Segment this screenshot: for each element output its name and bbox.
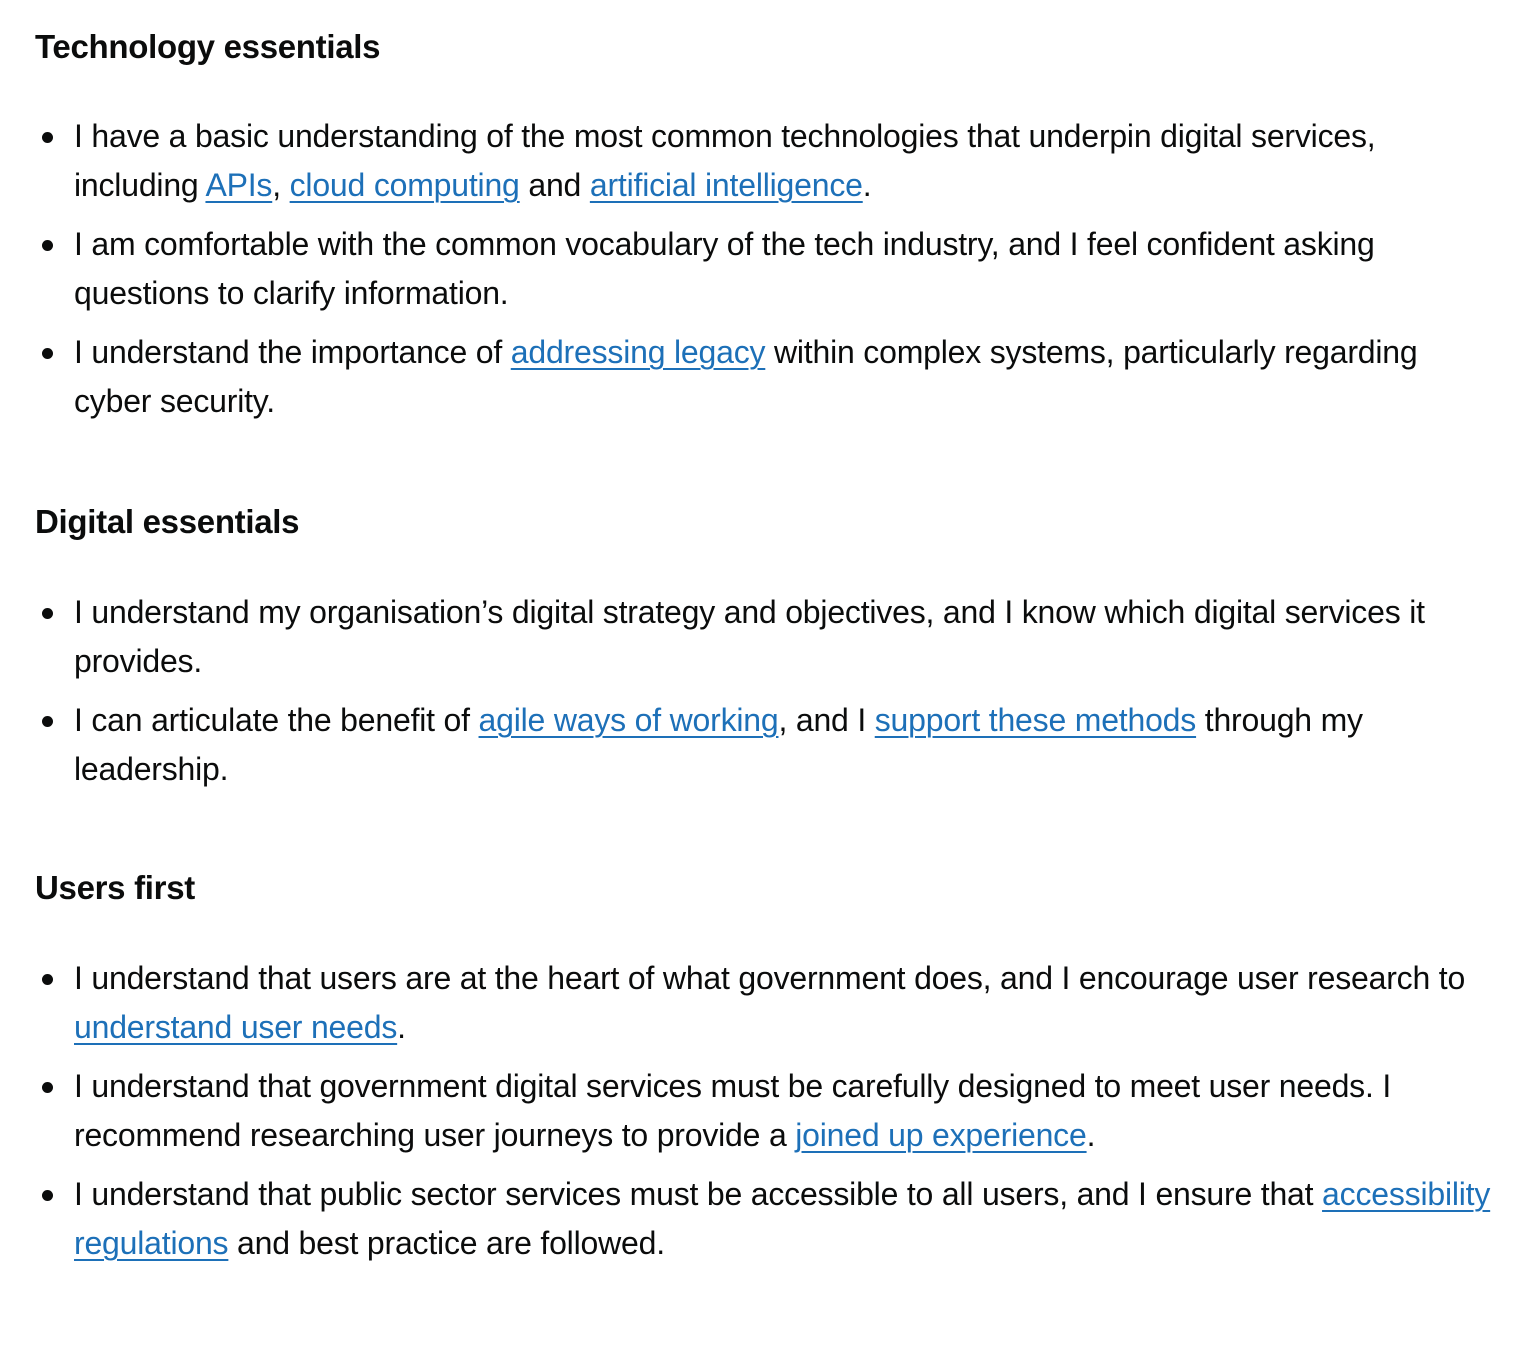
- bullet-icon: [42, 240, 53, 251]
- section-heading-technology-essentials: Technology essentials: [35, 28, 381, 65]
- list-item: [35, 328, 1495, 426]
- link-understand-user-needs[interactable]: understand user needs: [74, 1009, 398, 1045]
- bullet-icon: [42, 1190, 53, 1201]
- item-text: I have a basic understanding of the most common technologies that underpin digital services, including: [74, 118, 1376, 203]
- item-text: I understand that users are at the heart of what government does, and I encourage user research to: [74, 960, 1466, 996]
- item-text: I am comfortable with the common vocabulary of the tech industry, and I feel confident asking questions to clarify information.: [74, 226, 1375, 311]
- link-joined-up-experience[interactable]: joined up experience: [795, 1117, 1087, 1153]
- link-addressing-legacy[interactable]: addressing legacy: [510, 334, 766, 370]
- item-text: and: [519, 167, 590, 203]
- link-agile-ways-of-working[interactable]: agile ways of working: [478, 702, 779, 738]
- list-item: [35, 954, 1495, 1052]
- technology-essentials-list: [35, 112, 1495, 436]
- bullet-icon: [42, 608, 53, 619]
- bullet-icon: [42, 716, 53, 727]
- section-heading-digital-essentials: Digital essentials: [35, 503, 300, 540]
- item-text: I understand my organisation’s digital strategy and objectives, and I know which digital services it provides.: [74, 594, 1425, 679]
- item-text: ,: [272, 167, 290, 203]
- list-item: [35, 220, 1495, 318]
- item-text: , and I: [778, 702, 875, 738]
- link-apis[interactable]: APIs: [205, 167, 273, 203]
- list-item: [35, 696, 1495, 794]
- list-item: [35, 112, 1495, 210]
- bullet-icon: [42, 348, 53, 359]
- link-cloud-computing[interactable]: cloud computing: [289, 167, 520, 203]
- digital-essentials-list: [35, 588, 1495, 804]
- item-text: .: [397, 1009, 406, 1045]
- bullet-icon: [42, 132, 53, 143]
- bullet-icon: [42, 974, 53, 985]
- list-item: [35, 588, 1495, 686]
- item-text: I understand the importance of: [74, 334, 511, 370]
- item-text: I can articulate the benefit of: [74, 702, 479, 738]
- link-support-these-methods[interactable]: support these methods: [874, 702, 1197, 738]
- item-text: and best practice are followed.: [228, 1225, 665, 1261]
- list-item: [35, 1170, 1495, 1268]
- item-text: I understand that public sector services must be accessible to all users, and I ensure that: [74, 1176, 1323, 1212]
- item-text: within complex systems, particularly regarding cyber security.: [74, 334, 1418, 419]
- item-text: through my leadership.: [74, 702, 1363, 787]
- link-accessibility-regulations[interactable]: accessibility regulations: [74, 1176, 1491, 1261]
- users-first-list: [35, 954, 1495, 1278]
- link-artificial-intelligence[interactable]: artificial intelligence: [589, 167, 863, 203]
- item-text: .: [1086, 1117, 1096, 1153]
- item-text: .: [862, 167, 872, 203]
- bullet-icon: [42, 1082, 53, 1093]
- list-item: [35, 1062, 1495, 1160]
- section-heading-users-first: Users first: [35, 869, 195, 906]
- item-text: I understand that government digital services must be carefully designed to meet user needs. I recommend researching user journeys to provide a: [74, 1068, 1392, 1153]
